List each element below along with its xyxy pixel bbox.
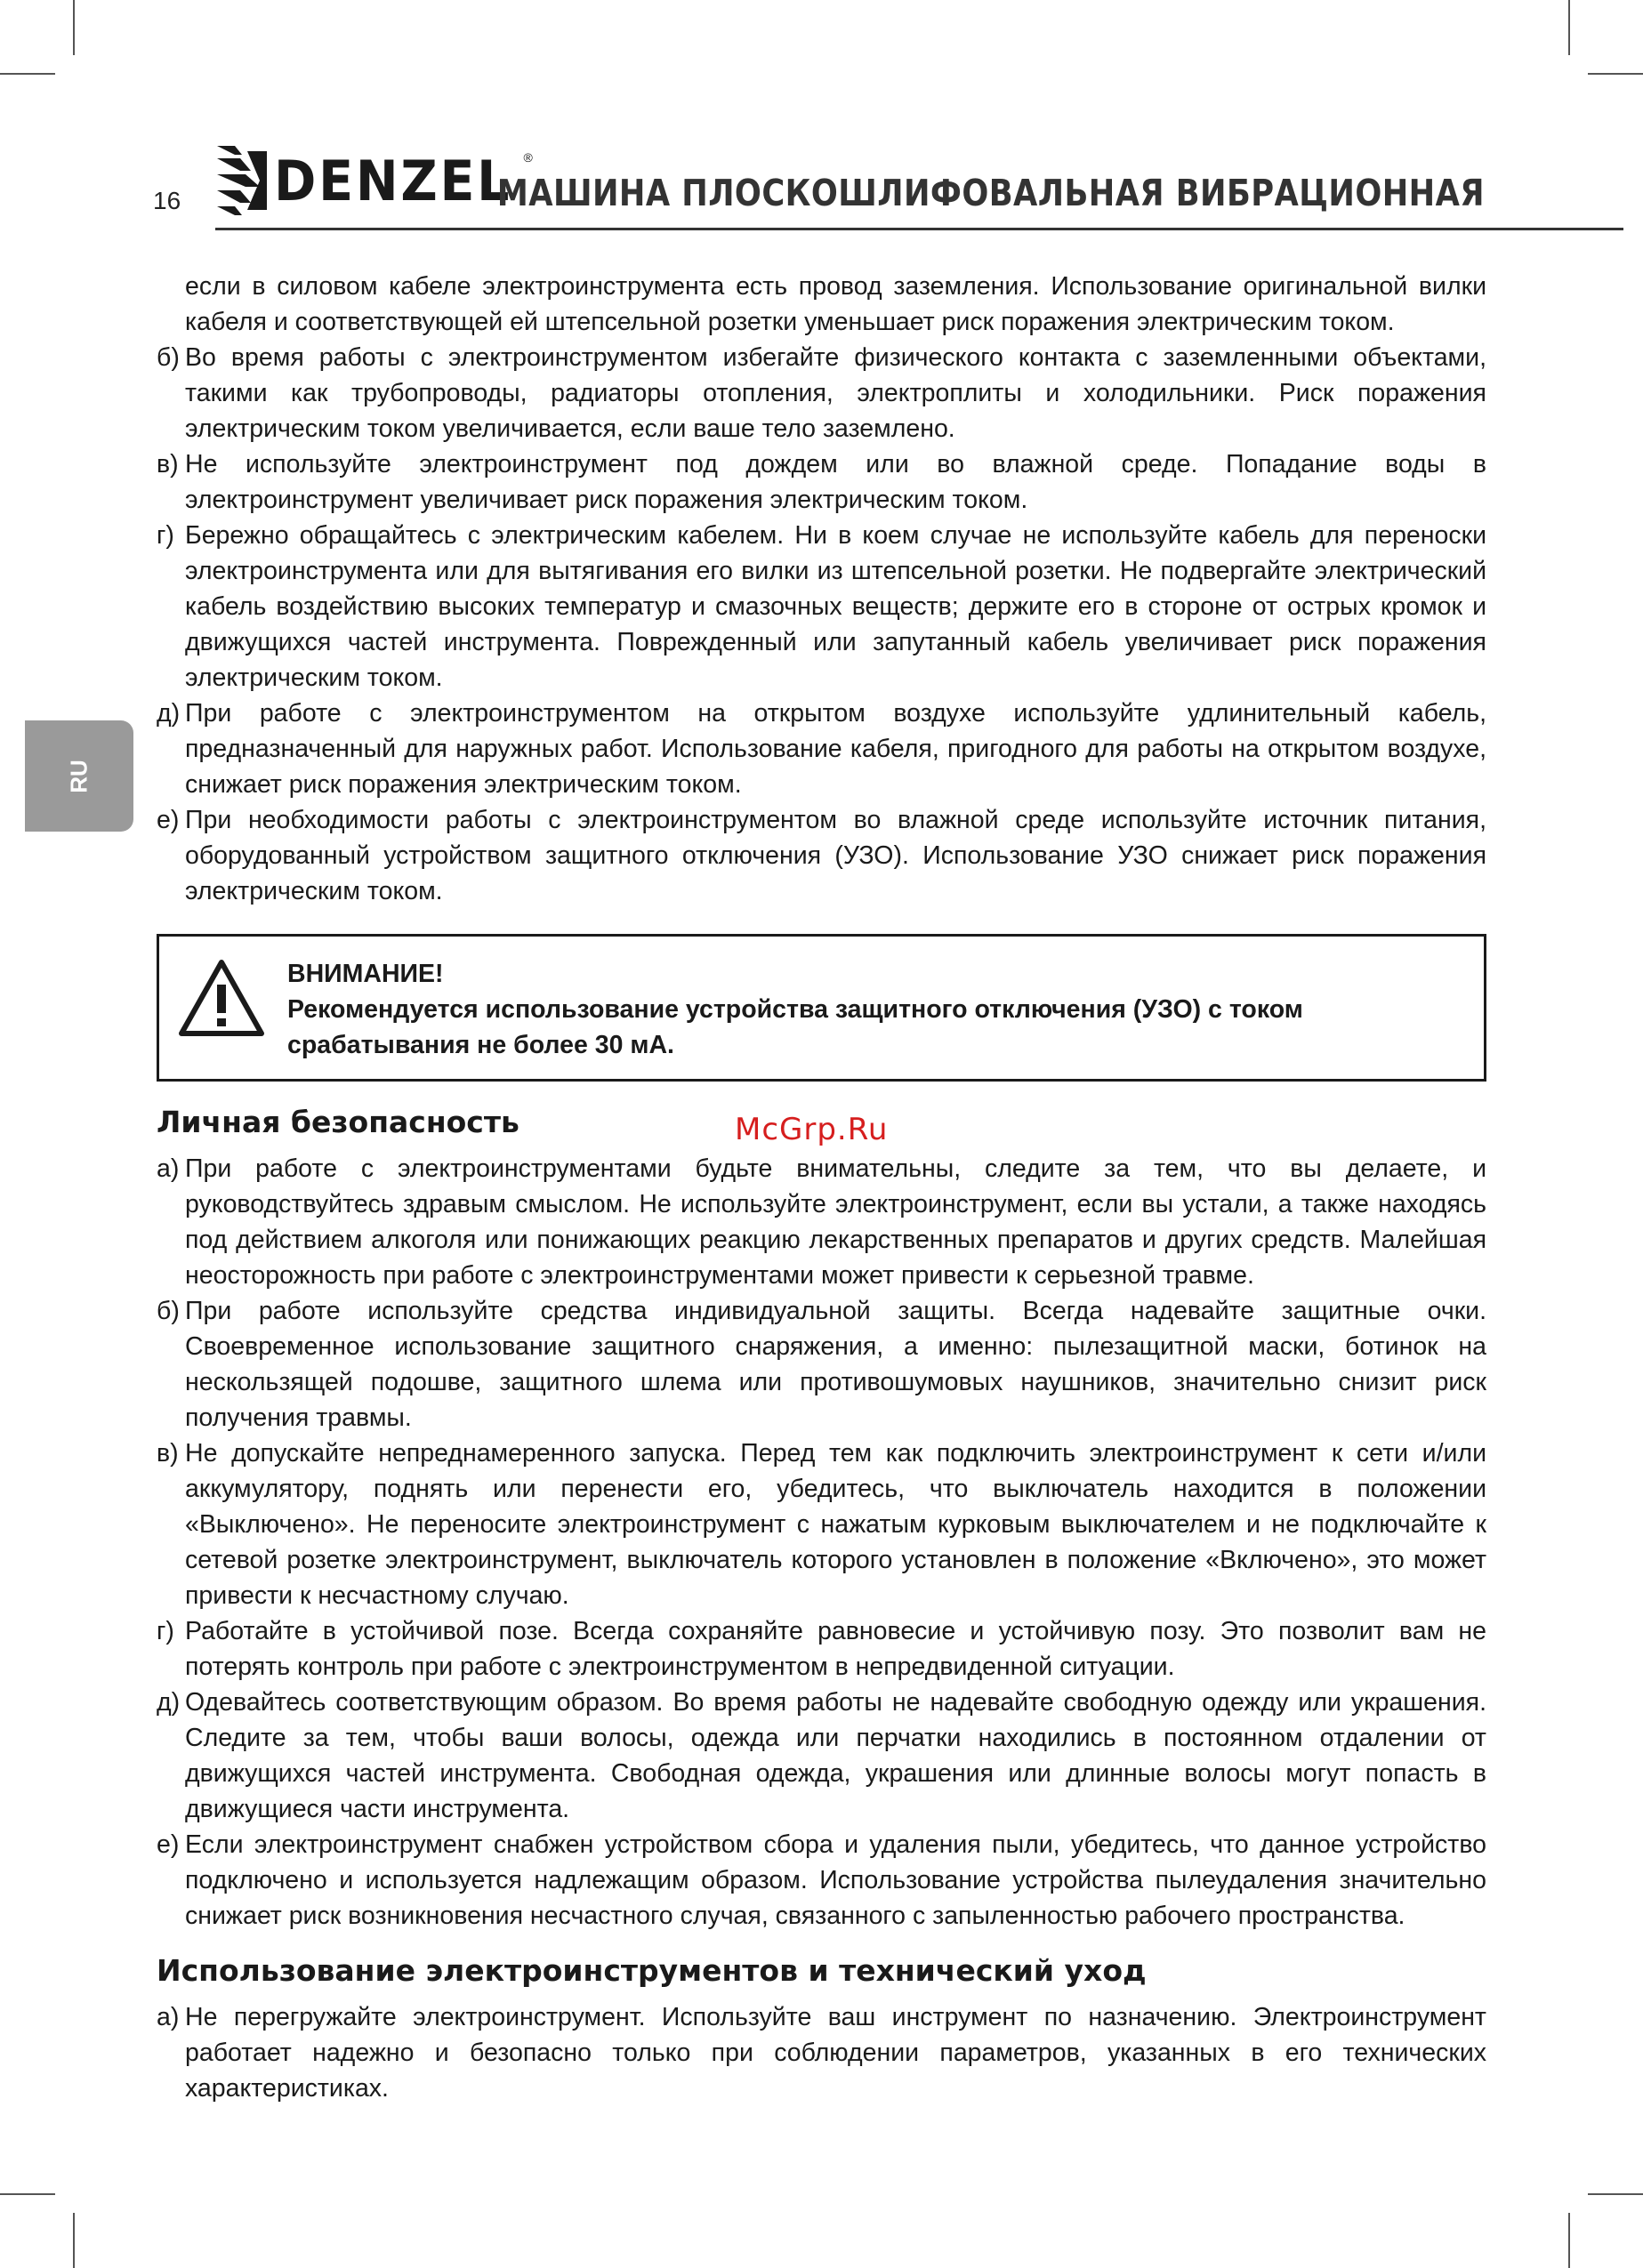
language-tab-label: RU — [65, 759, 93, 793]
list-item-text: Одевайтесь соответствующим образом. Во время работы не надевайте свободную одежду или украшения. Следите за тем, чтобы ваши волосы, одежда или перчатки находились в постоянном отдалении от движущихся частей инструмента. Свободная одежда, украшения или длинные волосы могут попасть в движущиеся части инструмента. — [185, 1688, 1486, 1823]
watermark: McGrp.Ru — [735, 1112, 889, 1147]
warning-triangle-icon — [177, 958, 266, 1038]
list-item — [157, 802, 1486, 909]
continued-paragraph: если в силовом кабеле электроинструмента есть провод заземления. Использование оригинальной вилки кабеля и соответствующей ей штепсельной розетки уменьшает риск поражения электрическим током. — [185, 272, 1486, 336]
warning-box — [157, 934, 1486, 1082]
list-item — [157, 446, 1486, 518]
document-title: МАШИНА ПЛОСКОШЛИФОВАЛЬНАЯ ВИБРАЦИОННАЯ — [496, 172, 1485, 214]
brand-logo — [215, 142, 533, 219]
crop-mark — [1588, 2193, 1643, 2195]
bear-claw-logo-icon — [215, 142, 270, 219]
list-item — [157, 340, 1486, 446]
list-item — [157, 1436, 1486, 1613]
page-content — [157, 269, 1486, 2106]
warning-text: Рекомендуется использование устройства защитного отключения (УЗО) с током срабатывания не более 30 мА. — [287, 995, 1303, 1059]
crop-mark — [73, 2213, 75, 2268]
list-marker: а) — [157, 2003, 180, 2031]
list-marker: д) — [157, 1688, 181, 1717]
list-marker: е) — [157, 1830, 180, 1859]
warning-title: ВНИМАНИЕ! — [287, 960, 444, 988]
list-item — [157, 696, 1486, 802]
warning-body — [287, 956, 1464, 1063]
list-item-text: При работе с электроинструментом на открытом воздухе используйте удлинительный кабель, предназначенный для наружных работ. Использование кабеля, пригодного для работы на открытом воздухе, снижает риск поражения электрическим током. — [185, 699, 1486, 799]
crop-mark — [1588, 73, 1643, 75]
list-marker: а) — [157, 1154, 180, 1183]
list-marker: г) — [157, 1617, 174, 1645]
list-item-text: Работайте в устойчивой позе. Всегда сохраняйте равновесие и устойчивую позу. Это позволит вам не потерять контроль при работе с электроинструментом в непредвиденной ситуации. — [185, 1617, 1486, 1681]
list-marker: г) — [157, 521, 174, 550]
list-marker: б) — [157, 1297, 180, 1325]
section-heading-personal-safety: Личная безопасность — [157, 1105, 519, 1139]
list-marker: в) — [157, 450, 179, 479]
crop-mark — [73, 0, 75, 55]
list-item-text: Не перегружайте электроинструмент. Используйте ваш инструмент по назначению. Электроинструмент работает надежно и безопасно только при соблюдении параметров, указанных в его технических характеристиках. — [185, 2003, 1486, 2103]
list-item — [157, 1685, 1486, 1827]
list-item-text: Бережно обращайтесь с электрическим кабелем. Ни в коем случае не используйте кабель для переноски электроинструмента или для вытягивания его вилки из штепсельной розетки. Не подвергайте электрический кабель воздействию высоких температур и смазочных веществ; держите его в стороне от острых кромок и движущихся частей инструмента. Поврежденный или запутанный кабель увеличивает риск поражения электрическим током. — [185, 521, 1486, 692]
list-item — [157, 1151, 1486, 1293]
list-item-text: Не используйте электроинструмент под дождем или во влажной среде. Попадание воды в электроинструмент увеличивает риск поражения электрическим током. — [185, 450, 1486, 514]
list-item — [157, 1613, 1486, 1685]
list-item — [157, 1827, 1486, 1934]
crop-mark — [1568, 2213, 1570, 2268]
list-item-text: При работе с электроинструментами будьте внимательны, следите за тем, что вы делаете, и руководствуйтесь здравым смыслом. Не используйте электроинструмент, если вы устали, а также находясь под действием алкоголя или понижающих реакцию лекарственных препаратов и других средств. Малейшая неосторожность при работе с электроинструментами может привести к серьезной травме. — [185, 1154, 1486, 1290]
logo-wordmark: DENZEL — [274, 148, 512, 213]
list-item — [157, 1293, 1486, 1436]
list-marker: в) — [157, 1439, 179, 1468]
registered-mark: ® — [523, 150, 533, 165]
list-item-text: При работе используйте средства индивидуальной защиты. Всегда надевайте защитные очки. Своевременное использование защитного снаряжения, а именно: пылезащитной маски, ботинок на нескользящей подошве, защитного шлема или противошумовых наушников, значительно снизит риск получения травмы. — [185, 1297, 1486, 1432]
list-marker: д) — [157, 699, 181, 728]
language-tab — [25, 720, 133, 832]
list-item-text: Во время работы с электроинструментом избегайте физического контакта с заземленными объектами, такими как трубопроводы, радиаторы отопления, электроплиты и холодильники. Риск поражения электрическим током увеличивается, если ваше тело заземлено. — [185, 343, 1486, 443]
list-item — [157, 518, 1486, 696]
crop-mark — [0, 73, 55, 75]
crop-mark — [1568, 0, 1570, 55]
list-marker: б) — [157, 343, 180, 372]
list-marker: е) — [157, 806, 180, 834]
list-item — [157, 1999, 1486, 2106]
list-item-text: Не допускайте непреднамеренного запуска. Перед тем как подключить электроинструмент к сети и/или аккумулятору, поднять или перенести его, убедитесь, что выключатель находится в положении «Выключено». Не переносите электроинструмент с нажатым курковым выключателем и не подключайте к сетевой розетке электроинструмент, выключатель которого установлен в положение «Включено», это может привести к несчастному случаю. — [185, 1439, 1486, 1610]
list-item-text: При необходимости работы с электроинструментом во влажной среде используйте источник питания, оборудованный устройством защитного отключения (УЗО). Использование УЗО снижает риск поражения электрическим током. — [185, 806, 1486, 905]
crop-mark — [0, 2193, 55, 2195]
section-heading-tool-use: Использование электроинструментов и технический уход — [157, 1953, 1147, 1988]
page-number: 16 — [153, 187, 181, 214]
header-divider — [215, 228, 1623, 230]
list-item-text: Если электроинструмент снабжен устройством сбора и удаления пыли, убедитесь, что данное устройство подключено и используется надлежащим образом. Использование устройства пылеудаления значительно снижает риск возникновения несчастного случая, связанного с запыленностью рабочего пространства. — [185, 1830, 1486, 1930]
